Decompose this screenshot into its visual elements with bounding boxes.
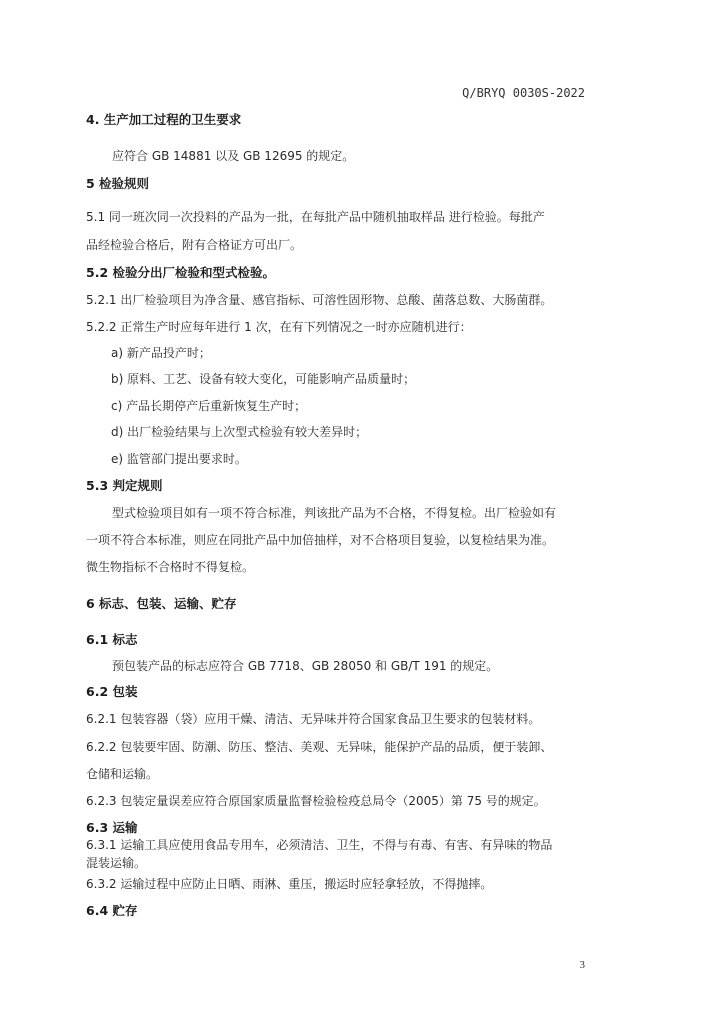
- clause-6-2-heading: 6.2 包装: [86, 684, 138, 699]
- clause-5-1-line-1: 5.1 同一班次同一次投料的产品为一批，在每批产品中随机抽取样品 进行检验。每批产: [86, 210, 545, 224]
- section-6-heading: 6 标志、包装、运输、贮存: [86, 596, 237, 611]
- page-number: 3: [579, 959, 585, 971]
- list-item-e: e) 监管部门提出要求时。: [111, 452, 247, 466]
- clause-6-3-1-line-2: 混装运输。: [86, 856, 147, 870]
- clause-5-2-2: 5.2.2 正常生产时应每年进行 1 次，在有下列情况之一时亦应随机进行：: [86, 320, 472, 334]
- clause-6-1-heading: 6.1 标志: [86, 632, 138, 647]
- list-item-a: a) 新产品投产时；: [111, 346, 211, 360]
- clause-5-2-heading: 5.2 检验分出厂检验和型式检验。: [86, 265, 275, 280]
- clause-6-2-2-line-2: 仓储和运输。: [86, 767, 159, 781]
- clause-5-3-line-1: 型式检验项目如有一项不符合标准，判该批产品为不合格，不得复检。出厂检验如有: [112, 506, 557, 520]
- clause-6-3-2: 6.3.2 运输过程中应防止日晒、雨淋、重压，搬运时应轻拿轻放，不得抛摔。: [86, 877, 493, 891]
- clause-5-3-line-3: 微生物指标不合格时不得复检。: [86, 560, 255, 574]
- section-4-heading: 4. 生产加工过程的卫生要求: [86, 112, 242, 127]
- document-code-header: Q/BRYQ 0030S-2022: [462, 86, 585, 100]
- clause-6-3-heading: 6.3 运输: [86, 820, 138, 835]
- clause-6-2-2-line-1: 6.2.2 包装要牢固、防潮、防压、整洁、美观、无异味，能保护产品的品质，便于装卸、: [86, 740, 553, 754]
- list-item-d: d) 出厂检验结果与上次型式检验有较大差异时；: [111, 425, 368, 439]
- clause-6-2-3: 6.2.3 包装定量误差应符合原国家质量监督检验检疫总局令（2005）第 75 号的规定。: [86, 794, 546, 808]
- clause-6-3-1-line-1: 6.3.1 运输工具应使用食品专用车，必须清洁、卫生，不得与有毒、有害、有异味的物品: [86, 838, 553, 852]
- list-item-c: c) 产品长期停产后重新恢复生产时；: [111, 399, 307, 413]
- clause-6-2-1: 6.2.1 包装容器（袋）应用干燥、清洁、无异味并符合国家食品卫生要求的包装材料。: [86, 712, 541, 726]
- clause-6-4-heading: 6.4 贮存: [86, 903, 138, 918]
- clause-6-1-body: 预包装产品的标志应符合 GB 7718、GB 28050 和 GB/T 191 的规定。: [112, 659, 499, 673]
- clause-5-3-line-2: 一项不符合本标准，则应在同批产品中加倍抽样，对不合格项目复验，以复检结果为准。: [86, 533, 555, 547]
- clause-5-2-1: 5.2.1 出厂检验项目为净含量、感官指标、可溶性固形物、总酸、菌落总数、大肠菌群。: [86, 293, 553, 307]
- section-4-body: 应符合 GB 14881 以及 GB 12695 的规定。: [112, 149, 355, 163]
- section-5-heading: 5 检验规则: [86, 176, 150, 191]
- list-item-b: b) 原料、工艺、设备有较大变化，可能影响产品质量时；: [111, 372, 416, 386]
- clause-5-1-line-2: 品经检验合格后，附有合格证方可出厂。: [86, 238, 303, 252]
- clause-5-3-heading: 5.3 判定规则: [86, 478, 163, 493]
